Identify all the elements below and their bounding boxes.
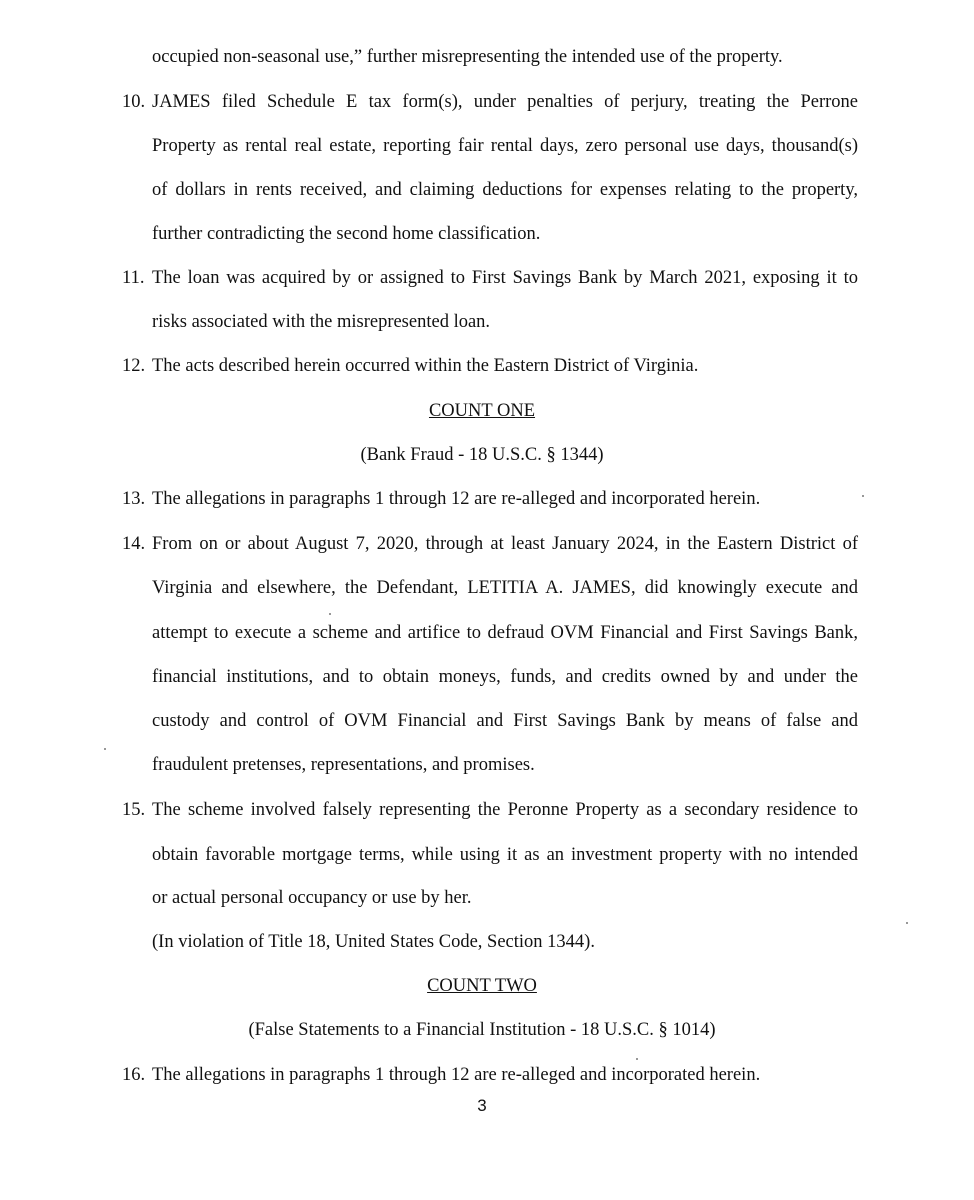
paragraph-15-line-2: obtain favorable mortgage terms, while using it as an investment property with no intended [152, 845, 858, 865]
scan-speck [862, 495, 864, 497]
scan-speck [636, 1058, 638, 1060]
count-two-subheading: (False Statements to a Financial Institution - 18 U.S.C. § 1014) [248, 1020, 716, 1040]
paragraph-10-line-1: JAMES filed Schedule E tax form(s), under penalties of perjury, treating the Perrone [152, 92, 858, 112]
paragraph-10-number: 10. [122, 92, 146, 112]
paragraph-13-line-1: The allegations in paragraphs 1 through 12 are re-alleged and incorporated herein. [152, 489, 761, 509]
paragraph-10-line-2: Property as rental real estate, reporting fair rental days, zero personal use days, thousand(s) [152, 136, 858, 156]
count-one-heading: COUNT ONE [428, 401, 536, 421]
paragraph-13-number: 13. [122, 489, 146, 509]
paragraph-14-line-4: financial institutions, and to obtain moneys, funds, and credits owned by and under the [152, 667, 858, 687]
paragraph-14-line-3: attempt to execute a scheme and artifice to defraud OVM Financial and First Savings Bank, [152, 623, 858, 643]
paragraph-12-number: 12. [122, 356, 146, 376]
count-two-heading: COUNT TWO [427, 976, 537, 996]
paragraph-14-line-2: Virginia and elsewhere, the Defendant, LETITIA A. JAMES, did knowingly execute and [152, 578, 858, 598]
paragraph-14-line-1: From on or about August 7, 2020, through at least January 2024, in the Eastern District of [152, 534, 858, 554]
paragraph-11-number: 11. [122, 268, 145, 288]
scan-speck [329, 613, 331, 615]
paragraph-11-line-1: The loan was acquired by or assigned to First Savings Bank by March 2021, exposing it to [152, 268, 858, 288]
count-one-subheading: (Bank Fraud - 18 U.S.C. § 1344) [360, 445, 604, 465]
paragraph-15-violation: (In violation of Title 18, United States Code, Section 1344). [152, 932, 595, 952]
paragraph-16-number: 16. [122, 1065, 146, 1085]
scan-speck [104, 748, 106, 750]
paragraph-12-line-1: The acts described herein occurred within the Eastern District of Virginia. [152, 356, 699, 376]
paragraph-10-line-4: further contradicting the second home classification. [152, 224, 541, 244]
paragraph-15-line-3: or actual personal occupancy or use by her. [152, 888, 472, 908]
paragraph-10-line-3: of dollars in rents received, and claiming deductions for expenses relating to the property, [152, 180, 858, 200]
paragraph-14-line-6: fraudulent pretenses, representations, and promises. [152, 755, 535, 775]
paragraph-16-line-1: The allegations in paragraphs 1 through 12 are re-alleged and incorporated herein. [152, 1065, 761, 1085]
paragraph-15-number: 15. [122, 800, 146, 820]
page-number: 3 [477, 1096, 487, 1115]
paragraph-15-line-1: The scheme involved falsely representing the Peronne Property as a secondary residence to [152, 800, 858, 820]
scan-speck [906, 922, 908, 924]
paragraph-14-line-5: custody and control of OVM Financial and First Savings Bank by means of false and [152, 711, 858, 731]
paragraph-11-line-2: risks associated with the misrepresented loan. [152, 312, 491, 332]
continuation-line: occupied non-seasonal use,” further misrepresenting the intended use of the property. [152, 47, 783, 67]
paragraph-14-number: 14. [122, 534, 146, 554]
